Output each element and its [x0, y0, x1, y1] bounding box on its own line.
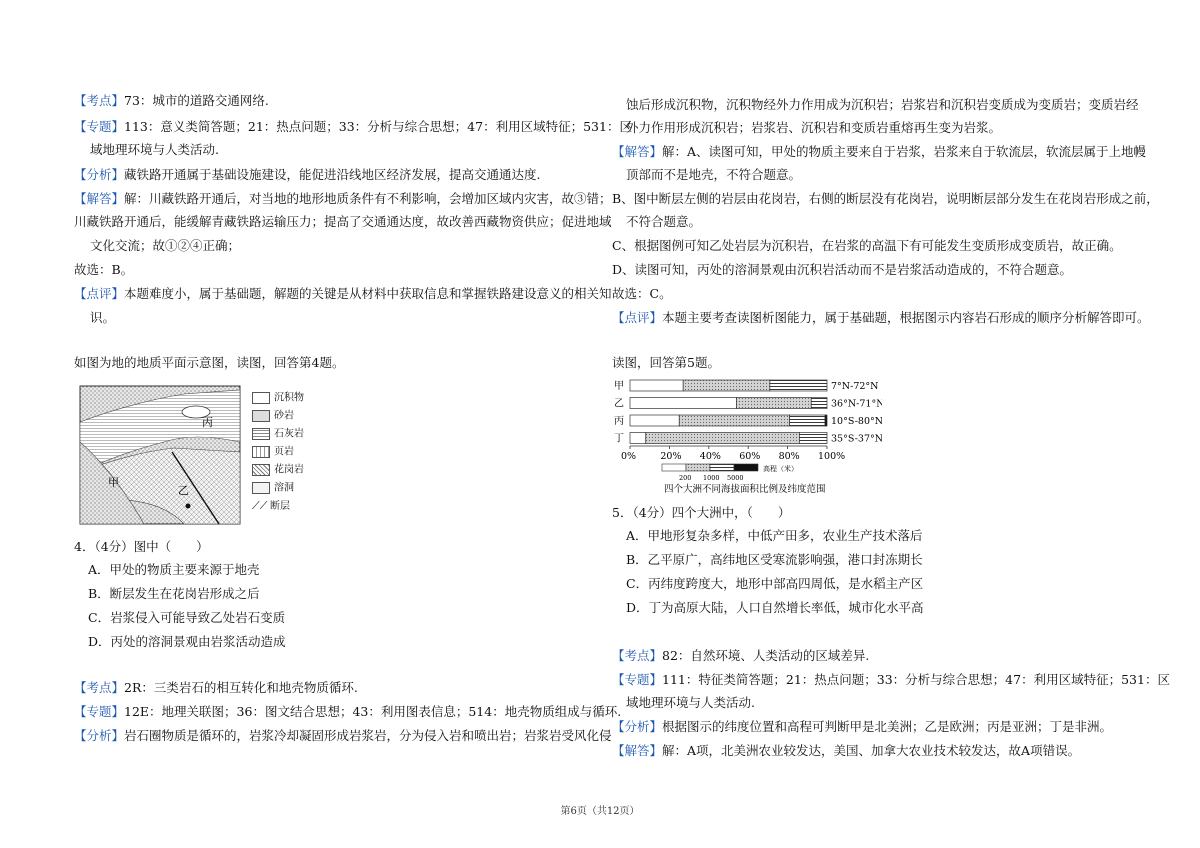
- x-tick-label: 100%: [818, 451, 846, 462]
- dianping-2: 【点评】本题主要考查读图析图能力，属于基础题，根据图示内容岩石形成的顺序分析解答即可。: [612, 310, 1150, 325]
- jieda-3: 【解答】解：A项，北美洲农业较发达，美国、加拿大农业技术较发达，故A项错误。: [612, 743, 1081, 758]
- question-4-option-c[interactable]: C．岩浆侵入可能导致乙处岩石变质: [88, 610, 286, 625]
- bar-segment: [630, 433, 646, 444]
- question-4-option-b[interactable]: B．断层发生在花岗岩形成之后: [88, 586, 260, 601]
- legend-fault: ⟋⟋ 断层: [252, 499, 290, 512]
- bar-segment: [825, 415, 827, 426]
- fenxi-2-cont-1: 蚀后形成沉积物，沉积物经外力作用成为沉积岩；岩浆岩和沉积岩变质成为变质岩；变质岩经: [626, 97, 1139, 112]
- question-5-option-c[interactable]: C．丙纬度跨度大，地形中部高四周低，是水稻主产区: [626, 576, 924, 591]
- legend-swatch: [662, 464, 686, 471]
- jieda-1-line3: 文化交流；故①②④正确；: [90, 238, 241, 253]
- jieda-2-d: D、读图可知，丙处的溶洞景观由沉积岩活动而不是岩浆活动造成的，不符合题意。: [612, 262, 1073, 277]
- answer-1: 故选：B。: [74, 262, 134, 277]
- legend-limestone: 石灰岩: [252, 428, 304, 441]
- jieda-1: 【解答】解：川藏铁路开通后，对当地的地形地质条件有不利影响，会增加区域内灾害，故③错；: [74, 191, 612, 206]
- elevation-chart-svg: [612, 376, 882, 502]
- legend-sandstone: 砂岩: [252, 410, 294, 423]
- question-5-option-a[interactable]: A．甲地形复杂多样，中低产田多，农业生产技术落后: [626, 528, 923, 543]
- jieda-1-line2: 川藏铁路开通后，能缓解青藏铁路运输压力；提高了交通通达度，故改善西藏物资供应；促进地域: [74, 214, 612, 229]
- jieda-2: 【解答】解：A、读图可知，甲处的物质主要来自于岩浆，岩浆来自于软流层，软流层属于上地幔: [612, 144, 1147, 159]
- category-label: 甲: [614, 381, 624, 392]
- jieda-2-c: C、根据图例可知乙处岩层为沉积岩，在岩浆的高温下有可能发生变质形成变质岩，故正确。: [612, 238, 1122, 253]
- question-4-option-d[interactable]: D．丙处的溶洞景观由岩浆活动造成: [88, 634, 286, 649]
- bar-segment: [811, 398, 827, 409]
- fenxi-3: 【分析】根据图示的纬度位置和高程可判断甲是北美洲；乙是欧洲；丙是亚洲；丁是非洲。: [612, 719, 1113, 734]
- question-4-option-a[interactable]: A．甲处的物质主要来源于地壳: [88, 562, 260, 577]
- legend-cave: 溶洞: [252, 482, 294, 495]
- elevation-chart: [612, 376, 882, 502]
- x-tick-label: 20%: [660, 451, 682, 462]
- bar-segment: [790, 415, 825, 426]
- label-b: 乙: [178, 484, 189, 497]
- label-c: 丙: [202, 416, 213, 429]
- category-label: 丙: [614, 416, 624, 427]
- jieda-2-b: B、图中断层左侧的岩层由花岗岩，右侧的断层没有花岗岩，说明断层部分发生在花岗岩形成之前，: [612, 191, 1159, 206]
- answer-2: 故选：C。: [612, 286, 672, 301]
- chart-title: 四个大洲不同海拔面积比例及纬度范围: [664, 484, 826, 495]
- legend-swatch: [710, 464, 734, 471]
- x-tick-label: 40%: [699, 451, 721, 462]
- bar-segment: [799, 433, 827, 444]
- legend-swatch: [734, 464, 758, 471]
- point-marker: [186, 504, 191, 509]
- bar-segment: [683, 380, 770, 391]
- bar-segment: [630, 380, 683, 391]
- label-a: 甲: [108, 476, 119, 489]
- question-5-intro: 读图，回答第5题。: [612, 355, 720, 370]
- question-4-stem: 4．（4分）图中（ ）: [74, 539, 209, 554]
- page-footer: 第6页（共12页）: [560, 806, 640, 817]
- legend-label: 高程（米）: [763, 465, 798, 473]
- geology-figure: [74, 382, 314, 530]
- x-tick-label: 60%: [739, 451, 761, 462]
- latitude-label: 7°N-72°N: [831, 381, 879, 392]
- category-label: 乙: [614, 398, 624, 410]
- fenxi-1: 【分析】藏铁路开通属于基础设施建设，能促进沿线地区经济发展，提高交通通达度.: [74, 167, 541, 182]
- legend-sediment: 沉积物: [252, 392, 304, 405]
- question-4-intro: 如图为地的地质平面示意图，读图，回答第4题。: [74, 355, 345, 370]
- category-label: 丁: [614, 433, 624, 445]
- legend-granite: 花岗岩: [252, 464, 304, 477]
- bar-segment: [630, 398, 736, 409]
- zhuanti-3: 【专题】111：特征类简答题；21：热点问题；33：分析与综合思想；47：利用区域特征；531：区: [612, 672, 1170, 687]
- dianping-1: 【点评】本题难度小，属于基础题，解题的关键是从材料中获取信息和掌握铁路建设意义的相关知: [74, 286, 612, 301]
- fenxi-2-cont-2: 外力作用形成沉积岩；岩浆岩、沉积岩和变质岩重熔再生变为岩浆。: [626, 120, 1002, 135]
- fault-symbol-icon: ⟋⟋: [252, 499, 268, 512]
- zhuanti-2: 【专题】12E：地理关联图；36：图文结合思想；43：利用图表信息；514：地壳物质组成与循环.: [74, 704, 622, 719]
- legend-tick-label: 200: [679, 474, 692, 482]
- bar-segment: [736, 398, 811, 409]
- bar-segment: [679, 415, 789, 426]
- jieda-2-b-cont: 不符合题意。: [626, 214, 702, 229]
- x-tick-label: 0%: [621, 451, 637, 462]
- latitude-label: 36°N-71°N: [831, 398, 882, 410]
- kaodian-2: 【考点】2R：三类岩石的相互转化和地壳物质循环.: [74, 680, 358, 695]
- fenxi-2: 【分析】岩石圈物质是循环的，岩浆冷却凝固形成岩浆岩，分为侵入岩和喷出岩；岩浆岩受风化侵: [74, 728, 612, 743]
- latitude-label: 35°S-37°N: [831, 433, 882, 445]
- latitude-label: 10°S-80°N: [831, 416, 882, 427]
- zhuanti-1: 【专题】113：意义类简答题；21：热点问题；33：分析与综合思想；47：利用区域特征；531：区: [74, 119, 632, 134]
- question-5-stem: 5．（4分）四个大洲中，（ ）: [612, 505, 791, 520]
- legend-tick-label: 1000: [703, 474, 720, 482]
- zhuanti-1-cont: 域地理环境与人类活动.: [90, 142, 219, 157]
- bar-segment: [630, 415, 679, 426]
- jieda-2-cont: 顶部而不是地壳，不符合题意。: [626, 167, 802, 182]
- kaodian-3: 【考点】82：自然环境、人类活动的区域差异.: [612, 648, 870, 663]
- legend-shale: 页岩: [252, 446, 294, 459]
- kaodian-1: 【考点】73：城市的道路交通网络.: [74, 93, 269, 108]
- question-5-option-b[interactable]: B．乙平原广，高纬地区受寒流影响强，港口封冻期长: [626, 552, 923, 567]
- dianping-1-cont: 识。: [90, 310, 116, 325]
- bar-segment: [646, 433, 800, 444]
- zhuanti-3-cont: 域地理环境与人类活动.: [626, 695, 755, 710]
- bar-segment: [770, 380, 827, 391]
- question-5-option-d[interactable]: D．丁为高原大陆，人口自然增长率低，城市化水平高: [626, 600, 924, 615]
- x-tick-label: 80%: [778, 451, 800, 462]
- legend-swatch: [686, 464, 710, 471]
- legend-tick-label: 5000: [727, 474, 744, 482]
